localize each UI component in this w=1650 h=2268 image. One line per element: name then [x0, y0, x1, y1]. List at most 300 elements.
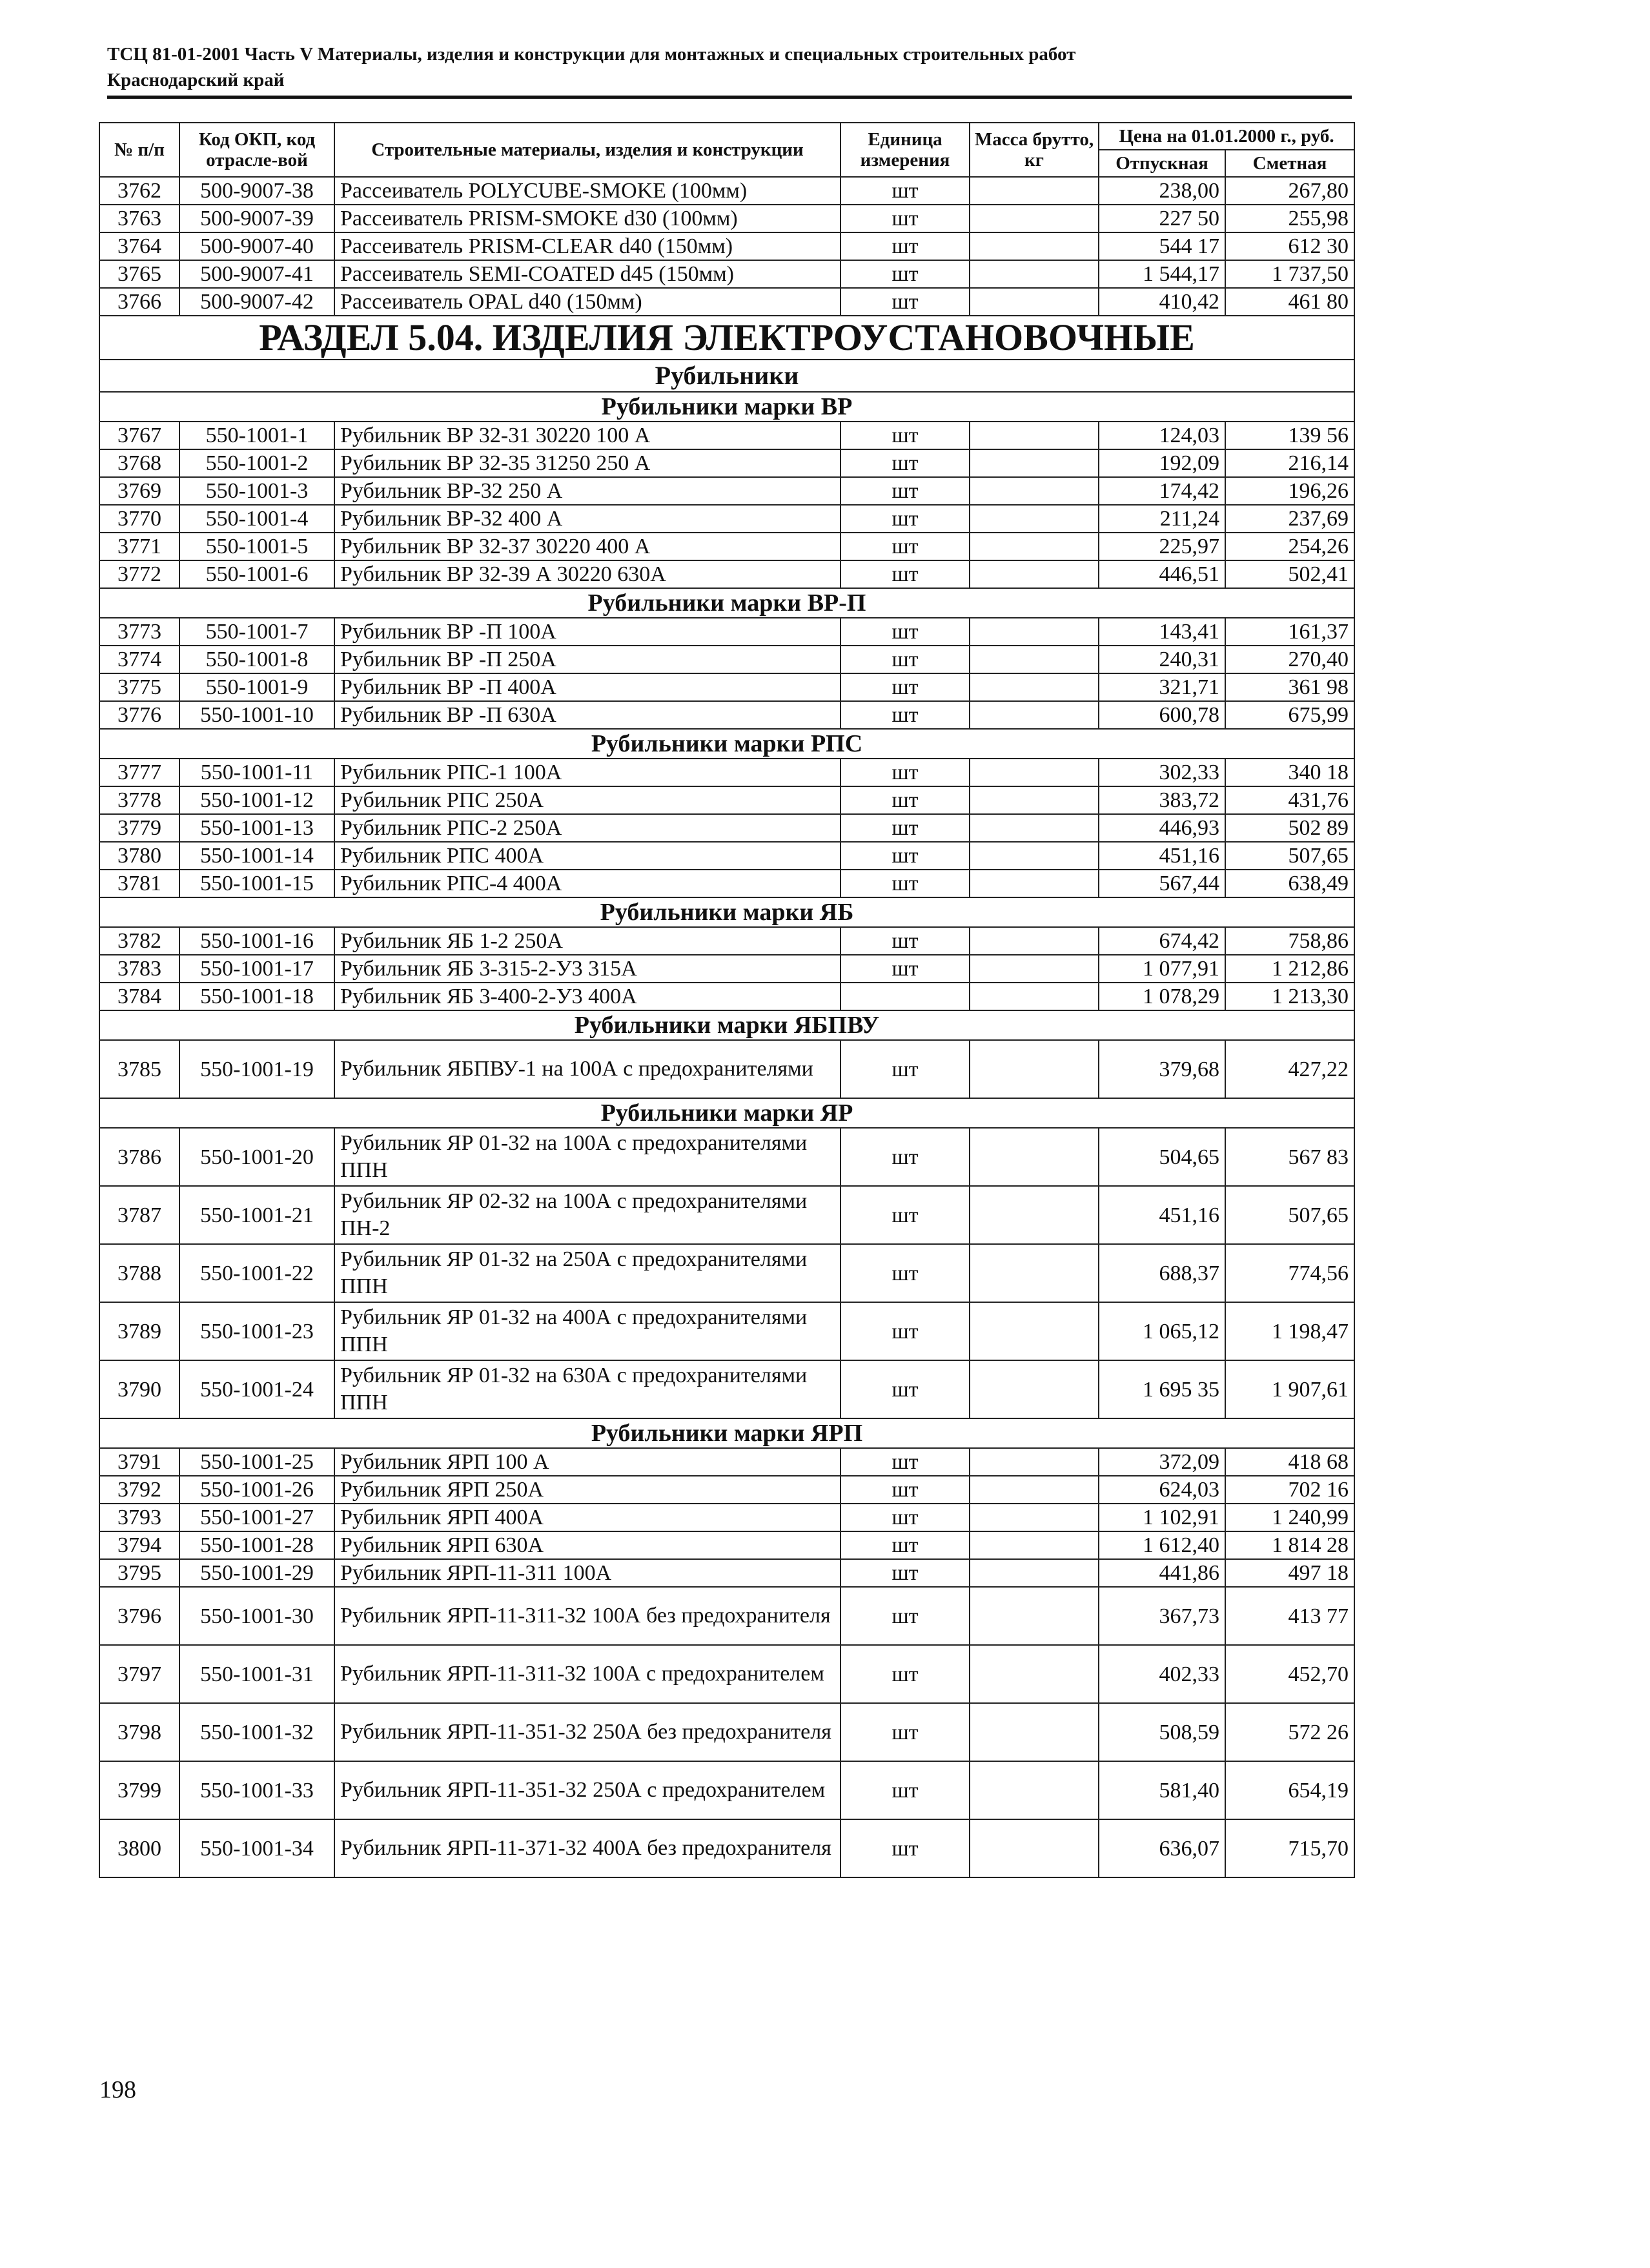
group-title-row: [99, 360, 1354, 392]
estimate-price: 572 26: [1225, 1703, 1354, 1761]
estimate-price: 612 30: [1225, 232, 1354, 260]
release-price: 451,16: [1099, 1186, 1225, 1244]
item-name: Рубильник РПС-4 400А: [334, 870, 840, 897]
okp-code: 550-1001-18: [179, 983, 334, 1010]
subgroup-title-row: [99, 729, 1354, 759]
okp-code: 550-1001-10: [179, 701, 334, 729]
okp-code: 550-1001-17: [179, 955, 334, 983]
table-row: [99, 646, 1354, 673]
col-mass-header: Масса брутто, кг: [970, 123, 1099, 177]
row-number: 3776: [99, 701, 179, 729]
mass: [970, 260, 1099, 288]
okp-code: 550-1001-14: [179, 842, 334, 870]
estimate-price: 161,37: [1225, 618, 1354, 646]
item-name: Рубильник ЯР 01-32 на 400А с предохранителями ППН: [334, 1302, 840, 1360]
row-number: 3792: [99, 1476, 179, 1504]
estimate-price: 1 198,47: [1225, 1302, 1354, 1360]
unit: шт: [840, 1040, 970, 1098]
table-row: [99, 1761, 1354, 1819]
okp-code: 550-1001-34: [179, 1819, 334, 1877]
row-number: 3798: [99, 1703, 179, 1761]
okp-code: 550-1001-5: [179, 533, 334, 560]
table-row: [99, 232, 1354, 260]
unit: шт: [840, 1186, 970, 1244]
estimate-price: 237,69: [1225, 505, 1354, 533]
unit: шт: [840, 533, 970, 560]
release-price: 321,71: [1099, 673, 1225, 701]
release-price: 688,37: [1099, 1244, 1225, 1302]
table-row: [99, 449, 1354, 477]
subgroup-title-row: [99, 897, 1354, 927]
mass: [970, 1128, 1099, 1186]
unit: шт: [840, 177, 970, 205]
row-number: 3795: [99, 1559, 179, 1587]
row-number: 3782: [99, 927, 179, 955]
mass: [970, 759, 1099, 786]
row-number: 3771: [99, 533, 179, 560]
item-name: Рубильник ЯБПВУ-1 на 100А с предохранителями: [334, 1040, 840, 1098]
release-price: 508,59: [1099, 1703, 1225, 1761]
table-row: [99, 1128, 1354, 1186]
unit: шт: [840, 205, 970, 232]
okp-code: 550-1001-32: [179, 1703, 334, 1761]
table-row: [99, 870, 1354, 897]
okp-code: 550-1001-33: [179, 1761, 334, 1819]
unit: шт: [840, 1819, 970, 1877]
table-row: [99, 1587, 1354, 1645]
unit: шт: [840, 1761, 970, 1819]
estimate-price: 1 212,86: [1225, 955, 1354, 983]
unit: шт: [840, 560, 970, 588]
item-name: Рубильник РПС-1 100А: [334, 759, 840, 786]
release-price: 1 612,40: [1099, 1531, 1225, 1559]
release-price: 367,73: [1099, 1587, 1225, 1645]
table-body: [99, 177, 1354, 1877]
table-row: [99, 1504, 1354, 1531]
item-name: Рубильник ЯБ 3-315-2-У3 315А: [334, 955, 840, 983]
table-row: [99, 759, 1354, 786]
item-name: Рубильник ЯР 01-32 на 250А с предохранителями ППН: [334, 1244, 840, 1302]
mass: [970, 560, 1099, 588]
row-number: 3780: [99, 842, 179, 870]
table-row: [99, 1040, 1354, 1098]
row-number: 3766: [99, 288, 179, 316]
release-price: 624,03: [1099, 1476, 1225, 1504]
unit: шт: [840, 927, 970, 955]
estimate-price: 702 16: [1225, 1476, 1354, 1504]
subgroup-title-row: [99, 1010, 1354, 1040]
mass: [970, 1504, 1099, 1531]
subgroup-title-row: [99, 392, 1354, 422]
table-row: [99, 1448, 1354, 1476]
mass: [970, 1302, 1099, 1360]
release-price: 379,68: [1099, 1040, 1225, 1098]
mass: [970, 842, 1099, 870]
table-row: [99, 288, 1354, 316]
item-name: Рубильник ВР 32-39 А 30220 630А: [334, 560, 840, 588]
mass: [970, 288, 1099, 316]
okp-code: 550-1001-20: [179, 1128, 334, 1186]
table-row: [99, 1244, 1354, 1302]
mass: [970, 449, 1099, 477]
table-row: [99, 1302, 1354, 1360]
item-name: Рубильник ВР -П 400А: [334, 673, 840, 701]
item-name: Рубильник ЯРП-11-351-32 250А с предохранителем: [334, 1761, 840, 1819]
item-name: Рубильник РПС 400А: [334, 842, 840, 870]
unit: шт: [840, 505, 970, 533]
table-row: [99, 1645, 1354, 1703]
item-name: Рубильник ЯРП 630А: [334, 1531, 840, 1559]
okp-code: 500-9007-38: [179, 177, 334, 205]
item-name: Рубильник ЯРП 400А: [334, 1504, 840, 1531]
release-price: 238,00: [1099, 177, 1225, 205]
row-number: 3799: [99, 1761, 179, 1819]
item-name: Рассеиватель OPAL d40 (150мм): [334, 288, 840, 316]
item-name: Рубильник ЯР 01-32 на 630А с предохранителями ППН: [334, 1360, 840, 1418]
mass: [970, 786, 1099, 814]
table-row: [99, 1819, 1354, 1877]
table-row: [99, 1186, 1354, 1244]
row-number: 3762: [99, 177, 179, 205]
unit: шт: [840, 232, 970, 260]
section-title-row: [99, 316, 1354, 360]
mass: [970, 814, 1099, 842]
unit: шт: [840, 870, 970, 897]
release-price: 225,97: [1099, 533, 1225, 560]
okp-code: 550-1001-25: [179, 1448, 334, 1476]
item-name: Рубильник ВР -П 250А: [334, 646, 840, 673]
estimate-price: 758,86: [1225, 927, 1354, 955]
estimate-price: 502 89: [1225, 814, 1354, 842]
subgroup-title: Рубильники марки ЯР: [99, 1098, 1354, 1128]
header-region: Краснодарский край: [107, 70, 285, 90]
item-name: Рассеиватель PRISM-SMOKE d30 (100мм): [334, 205, 840, 232]
table-row: [99, 701, 1354, 729]
subgroup-title: Рубильники марки ЯРП: [99, 1418, 1354, 1448]
item-name: Рубильник ВР 32-35 31250 250 А: [334, 449, 840, 477]
mass: [970, 232, 1099, 260]
estimate-price: 638,49: [1225, 870, 1354, 897]
page-header: [107, 41, 1353, 93]
okp-code: 550-1001-30: [179, 1587, 334, 1645]
release-price: 446,51: [1099, 560, 1225, 588]
table-row: [99, 983, 1354, 1010]
item-name: Рубильник ВР -П 630А: [334, 701, 840, 729]
release-price: 410,42: [1099, 288, 1225, 316]
item-name: Рубильник ЯР 01-32 на 100А с предохранителями ППН: [334, 1128, 840, 1186]
row-number: 3786: [99, 1128, 179, 1186]
header-title: ТСЦ 81-01-2001 Часть V Материалы, изделия и конструкции для монтажных и специальных строительных работ: [107, 44, 1076, 65]
mass: [970, 1559, 1099, 1587]
mass: [970, 701, 1099, 729]
unit: шт: [840, 842, 970, 870]
release-price: 544 17: [1099, 232, 1225, 260]
item-name: Рубильник ВР 32-37 30220 400 А: [334, 533, 840, 560]
item-name: Рубильник ЯРП 100 А: [334, 1448, 840, 1476]
okp-code: 550-1001-16: [179, 927, 334, 955]
item-name: Рубильник ВР-32 250 А: [334, 477, 840, 505]
section-title: РАЗДЕЛ 5.04. ИЗДЕЛИЯ ЭЛЕКТРОУСТАНОВОЧНЫЕ: [99, 316, 1354, 360]
okp-code: 550-1001-4: [179, 505, 334, 533]
table-row: [99, 814, 1354, 842]
mass: [970, 1448, 1099, 1476]
release-price: 240,31: [1099, 646, 1225, 673]
item-name: Рубильник ЯРП-11-371-32 400А без предохранителя: [334, 1819, 840, 1877]
release-price: 302,33: [1099, 759, 1225, 786]
row-number: 3770: [99, 505, 179, 533]
mass: [970, 505, 1099, 533]
release-price: 227 50: [1099, 205, 1225, 232]
mass: [970, 673, 1099, 701]
item-name: Рубильник ВР-32 400 А: [334, 505, 840, 533]
estimate-price: 267,80: [1225, 177, 1354, 205]
unit: шт: [840, 955, 970, 983]
row-number: 3797: [99, 1645, 179, 1703]
item-name: Рубильник ЯР 02-32 на 100А с предохранителями ПН-2: [334, 1186, 840, 1244]
release-price: 192,09: [1099, 449, 1225, 477]
row-number: 3777: [99, 759, 179, 786]
row-number: 3784: [99, 983, 179, 1010]
okp-code: 550-1001-12: [179, 786, 334, 814]
row-number: 3765: [99, 260, 179, 288]
table-row: [99, 1360, 1354, 1418]
okp-code: 550-1001-8: [179, 646, 334, 673]
subgroup-title: Рубильники марки ВР: [99, 392, 1354, 422]
release-price: 211,24: [1099, 505, 1225, 533]
estimate-price: 413 77: [1225, 1587, 1354, 1645]
row-number: 3763: [99, 205, 179, 232]
mass: [970, 1761, 1099, 1819]
estimate-price: 1 240,99: [1225, 1504, 1354, 1531]
unit: шт: [840, 759, 970, 786]
unit: шт: [840, 1302, 970, 1360]
row-number: 3769: [99, 477, 179, 505]
table-row: [99, 260, 1354, 288]
subgroup-title: Рубильники марки ЯБ: [99, 897, 1354, 927]
table-row: [99, 422, 1354, 449]
estimate-price: 361 98: [1225, 673, 1354, 701]
mass: [970, 1645, 1099, 1703]
item-name: Рубильник ЯРП-11-311-32 100А без предохранителя: [334, 1587, 840, 1645]
okp-code: 550-1001-31: [179, 1645, 334, 1703]
estimate-price: 431,76: [1225, 786, 1354, 814]
subgroup-title: Рубильники марки РПС: [99, 729, 1354, 759]
row-number: 3774: [99, 646, 179, 673]
release-price: 451,16: [1099, 842, 1225, 870]
unit: шт: [840, 1703, 970, 1761]
unit: шт: [840, 814, 970, 842]
row-number: 3779: [99, 814, 179, 842]
unit: шт: [840, 1448, 970, 1476]
row-number: 3772: [99, 560, 179, 588]
mass: [970, 205, 1099, 232]
okp-code: 550-1001-26: [179, 1476, 334, 1504]
row-number: 3789: [99, 1302, 179, 1360]
item-name: Рубильник ВР 32-31 30220 100 А: [334, 422, 840, 449]
mass: [970, 1819, 1099, 1877]
unit: шт: [840, 260, 970, 288]
table-head: [99, 123, 1354, 177]
estimate-price: 418 68: [1225, 1448, 1354, 1476]
table-row: [99, 927, 1354, 955]
col-code-header: Код ОКП, код отрасле-вой: [179, 123, 334, 177]
okp-code: 500-9007-40: [179, 232, 334, 260]
table-row: [99, 205, 1354, 232]
item-name: Рассеиватель SEMI-COATED d45 (150мм): [334, 260, 840, 288]
unit: шт: [840, 449, 970, 477]
mass: [970, 1186, 1099, 1244]
okp-code: 550-1001-2: [179, 449, 334, 477]
estimate-price: 270,40: [1225, 646, 1354, 673]
item-name: Рубильник ЯРП-11-311 100А: [334, 1559, 840, 1587]
unit: шт: [840, 1244, 970, 1302]
okp-code: 550-1001-23: [179, 1302, 334, 1360]
page-number: 198: [99, 2076, 136, 2103]
col-price-header: Цена на 01.01.2000 г., руб.: [1099, 123, 1354, 150]
mass: [970, 618, 1099, 646]
okp-code: 550-1001-6: [179, 560, 334, 588]
table-row: [99, 1703, 1354, 1761]
unit: шт: [840, 1128, 970, 1186]
estimate-price: 427,22: [1225, 1040, 1354, 1098]
estimate-price: 196,26: [1225, 477, 1354, 505]
item-name: Рубильник ЯРП-11-311-32 100А с предохранителем: [334, 1645, 840, 1703]
row-number: 3796: [99, 1587, 179, 1645]
okp-code: 550-1001-21: [179, 1186, 334, 1244]
estimate-price: 675,99: [1225, 701, 1354, 729]
release-price: 581,40: [1099, 1761, 1225, 1819]
release-price: 1 695 35: [1099, 1360, 1225, 1418]
estimate-price: 502,41: [1225, 560, 1354, 588]
mass: [970, 1476, 1099, 1504]
release-price: 446,93: [1099, 814, 1225, 842]
item-name: Рубильник ЯРП 250А: [334, 1476, 840, 1504]
estimate-price: 461 80: [1225, 288, 1354, 316]
mass: [970, 1244, 1099, 1302]
estimate-price: 507,65: [1225, 1186, 1354, 1244]
release-price: 1 077,91: [1099, 955, 1225, 983]
mass: [970, 477, 1099, 505]
mass: [970, 870, 1099, 897]
unit: шт: [840, 1559, 970, 1587]
release-price: 143,41: [1099, 618, 1225, 646]
estimate-price: 1 907,61: [1225, 1360, 1354, 1418]
unit: шт: [840, 288, 970, 316]
table-row: [99, 618, 1354, 646]
release-price: 124,03: [1099, 422, 1225, 449]
item-name: Рубильник ВР -П 100А: [334, 618, 840, 646]
mass: [970, 533, 1099, 560]
estimate-price: 774,56: [1225, 1244, 1354, 1302]
unit: шт: [840, 1645, 970, 1703]
row-number: 3785: [99, 1040, 179, 1098]
item-name: Рубильник РПС-2 250А: [334, 814, 840, 842]
price-table: [99, 122, 1355, 1878]
okp-code: 500-9007-41: [179, 260, 334, 288]
estimate-price: 1 737,50: [1225, 260, 1354, 288]
table-row: [99, 1531, 1354, 1559]
release-price: 504,65: [1099, 1128, 1225, 1186]
row-number: 3790: [99, 1360, 179, 1418]
item-name: Рубильник ЯБ 1-2 250А: [334, 927, 840, 955]
release-price: 1 078,29: [1099, 983, 1225, 1010]
table-row: [99, 533, 1354, 560]
okp-code: 550-1001-29: [179, 1559, 334, 1587]
mass: [970, 1587, 1099, 1645]
release-price: 567,44: [1099, 870, 1225, 897]
release-price: 383,72: [1099, 786, 1225, 814]
table-row: [99, 505, 1354, 533]
row-number: 3788: [99, 1244, 179, 1302]
unit: [840, 983, 970, 1010]
mass: [970, 1040, 1099, 1098]
group-title: Рубильники: [99, 360, 1354, 392]
estimate-price: 715,70: [1225, 1819, 1354, 1877]
unit: шт: [840, 673, 970, 701]
col-estimate-header: Сметная: [1225, 150, 1354, 177]
header-rule: [107, 96, 1352, 99]
estimate-price: 507,65: [1225, 842, 1354, 870]
okp-code: 550-1001-15: [179, 870, 334, 897]
mass: [970, 983, 1099, 1010]
estimate-price: 654,19: [1225, 1761, 1354, 1819]
subgroup-title: Рубильники марки ВР-П: [99, 588, 1354, 618]
item-name: Рассеиватель POLYCUBE-SMOKE (100мм): [334, 177, 840, 205]
unit: шт: [840, 1504, 970, 1531]
okp-code: 550-1001-3: [179, 477, 334, 505]
row-number: 3793: [99, 1504, 179, 1531]
row-number: 3800: [99, 1819, 179, 1877]
unit: шт: [840, 1360, 970, 1418]
estimate-price: 497 18: [1225, 1559, 1354, 1587]
item-name: Рубильник РПС 250А: [334, 786, 840, 814]
row-number: 3787: [99, 1186, 179, 1244]
estimate-price: 254,26: [1225, 533, 1354, 560]
unit: шт: [840, 786, 970, 814]
unit: шт: [840, 477, 970, 505]
estimate-price: 340 18: [1225, 759, 1354, 786]
table-row: [99, 177, 1354, 205]
table-row: [99, 1559, 1354, 1587]
estimate-price: 1 213,30: [1225, 983, 1354, 1010]
item-name: Рассеиватель PRISM-CLEAR d40 (150мм): [334, 232, 840, 260]
subgroup-title-row: [99, 1418, 1354, 1448]
okp-code: 550-1001-1: [179, 422, 334, 449]
estimate-price: 1 814 28: [1225, 1531, 1354, 1559]
row-number: 3773: [99, 618, 179, 646]
subgroup-title-row: [99, 588, 1354, 618]
release-price: 636,07: [1099, 1819, 1225, 1877]
table-row: [99, 1476, 1354, 1504]
row-number: 3791: [99, 1448, 179, 1476]
table-row: [99, 786, 1354, 814]
okp-code: 550-1001-24: [179, 1360, 334, 1418]
col-release-header: Отпускная: [1099, 150, 1225, 177]
unit: шт: [840, 1476, 970, 1504]
item-name: Рубильник ЯБ 3-400-2-У3 400А: [334, 983, 840, 1010]
okp-code: 550-1001-13: [179, 814, 334, 842]
release-price: 674,42: [1099, 927, 1225, 955]
col-unit-header: Единица измерения: [840, 123, 970, 177]
okp-code: 550-1001-7: [179, 618, 334, 646]
table-row: [99, 560, 1354, 588]
row-number: 3781: [99, 870, 179, 897]
release-price: 174,42: [1099, 477, 1225, 505]
mass: [970, 927, 1099, 955]
mass: [970, 1531, 1099, 1559]
row-number: 3794: [99, 1531, 179, 1559]
mass: [970, 646, 1099, 673]
